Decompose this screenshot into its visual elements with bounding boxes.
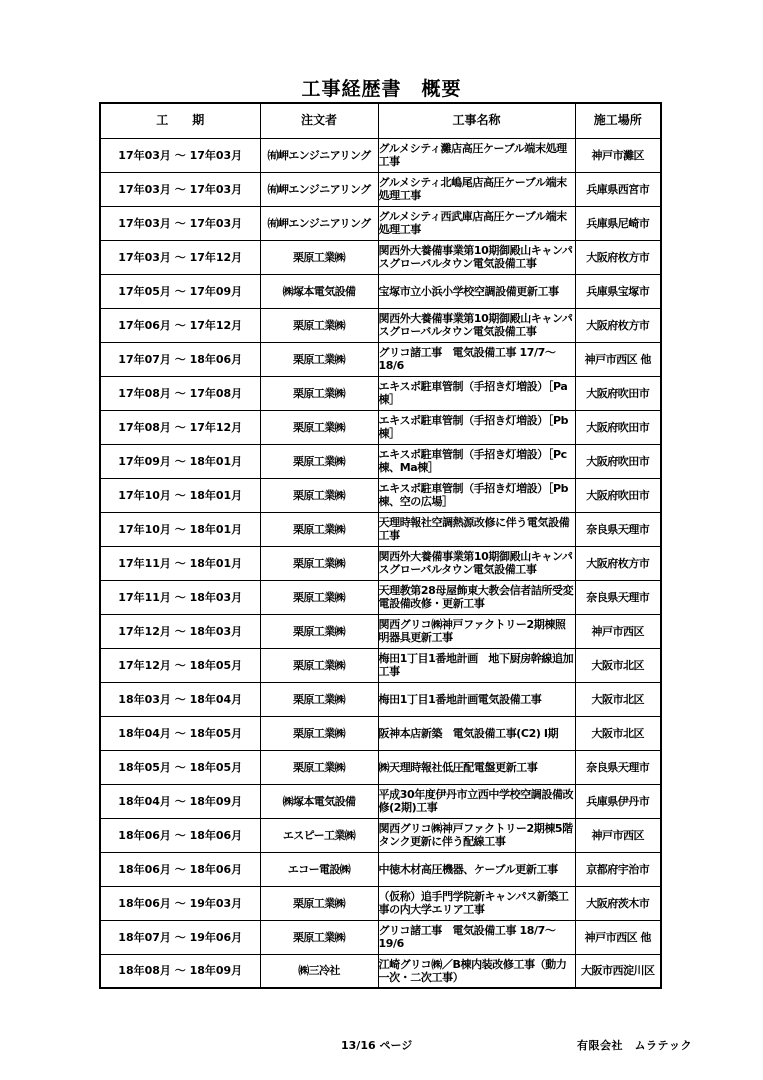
table-header bbox=[100, 103, 661, 138]
company-name: 有限会社 ムラテック bbox=[577, 1039, 692, 1052]
work-name-cell: グルメシティ西武庫店高圧ケーブル端末処理工事 bbox=[378, 206, 575, 240]
work-name-cell: 梅田1丁目1番地計画電気設備工事 bbox=[378, 682, 575, 716]
client-cell: 栗原工業㈱ bbox=[260, 580, 378, 614]
place-cell: 大阪府吹田市 bbox=[575, 478, 661, 512]
period-cell: 17年09月 ～ 18年01月 bbox=[100, 444, 260, 478]
period-cell: 17年08月 ～ 17年08月 bbox=[100, 376, 260, 410]
header-client: 注文者 bbox=[260, 103, 378, 138]
table-row bbox=[100, 206, 661, 240]
period-cell: 17年11月 ～ 18年03月 bbox=[100, 580, 260, 614]
place-cell: 兵庫県西宮市 bbox=[575, 172, 661, 206]
table-row bbox=[100, 172, 661, 206]
period-cell: 18年04月 ～ 18年09月 bbox=[100, 784, 260, 818]
place-cell: 大阪府吹田市 bbox=[575, 444, 661, 478]
place-cell: 兵庫県伊丹市 bbox=[575, 784, 661, 818]
header-place: 施工場所 bbox=[575, 103, 661, 138]
table-row bbox=[100, 818, 661, 852]
work-name-cell: グルメシティ北嶋尾店高圧ケーブル端末処理工事 bbox=[378, 172, 575, 206]
place-cell: 神戸市西区 bbox=[575, 818, 661, 852]
client-cell: 栗原工業㈱ bbox=[260, 648, 378, 682]
work-name-cell: グリコ諸工事 電気設備工事 17/7～18/6 bbox=[378, 342, 575, 376]
table-row bbox=[100, 784, 661, 818]
client-cell: 栗原工業㈱ bbox=[260, 716, 378, 750]
client-cell: 栗原工業㈱ bbox=[260, 478, 378, 512]
table-row bbox=[100, 342, 661, 376]
place-cell: 大阪市北区 bbox=[575, 648, 661, 682]
place-cell: 大阪市北区 bbox=[575, 716, 661, 750]
place-cell: 神戸市西区 他 bbox=[575, 920, 661, 954]
table-row bbox=[100, 274, 661, 308]
client-cell: 栗原工業㈱ bbox=[260, 546, 378, 580]
period-cell: 17年07月 ～ 18年06月 bbox=[100, 342, 260, 376]
place-cell: 兵庫県尼崎市 bbox=[575, 206, 661, 240]
client-cell: 栗原工業㈱ bbox=[260, 682, 378, 716]
work-name-cell: ㈱天理時報社低圧配電盤更新工事 bbox=[378, 750, 575, 784]
work-name-cell: グリコ諸工事 電気設備工事 18/7～19/6 bbox=[378, 920, 575, 954]
period-cell: 17年03月 ～ 17年12月 bbox=[100, 240, 260, 274]
place-cell: 神戸市西区 bbox=[575, 614, 661, 648]
table-row bbox=[100, 478, 661, 512]
place-cell: 奈良県天理市 bbox=[575, 750, 661, 784]
work-name-cell: 関西グリコ㈱神戸ファクトリー2期棟5階タンク更新に伴う配線工事 bbox=[378, 818, 575, 852]
period-cell: 17年10月 ～ 18年01月 bbox=[100, 478, 260, 512]
place-cell: 大阪府茨木市 bbox=[575, 886, 661, 920]
work-name-cell: エキスポ駐車管制（手招き灯増設）［Pb棟、空の広場］ bbox=[378, 478, 575, 512]
table-row bbox=[100, 444, 661, 478]
place-cell: 大阪市北区 bbox=[575, 682, 661, 716]
period-cell: 18年06月 ～ 18年06月 bbox=[100, 852, 260, 886]
work-name-cell: 阪神本店新築 電気設備工事(C2) Ⅰ期 bbox=[378, 716, 575, 750]
table-row bbox=[100, 308, 661, 342]
client-cell: 栗原工業㈱ bbox=[260, 342, 378, 376]
period-cell: 18年06月 ～ 18年06月 bbox=[100, 818, 260, 852]
work-name-cell: 平成30年度伊丹市立西中学校空調設備改修(2期)工事 bbox=[378, 784, 575, 818]
place-cell: 大阪府枚方市 bbox=[575, 546, 661, 580]
period-cell: 17年03月 ～ 17年03月 bbox=[100, 206, 260, 240]
table-row bbox=[100, 138, 661, 172]
table-row bbox=[100, 682, 661, 716]
work-name-cell: 中徳木材高圧機器、ケーブル更新工事 bbox=[378, 852, 575, 886]
table-row bbox=[100, 580, 661, 614]
header-period: 工 期 bbox=[100, 103, 260, 138]
construction-history-table bbox=[99, 102, 662, 989]
period-cell: 17年12月 ～ 18年03月 bbox=[100, 614, 260, 648]
table-row bbox=[100, 920, 661, 954]
table-body bbox=[100, 138, 661, 988]
place-cell: 大阪府吹田市 bbox=[575, 410, 661, 444]
place-cell: 大阪市西淀川区 bbox=[575, 954, 661, 988]
table-row bbox=[100, 376, 661, 410]
place-cell: 京都府宇治市 bbox=[575, 852, 661, 886]
table-row bbox=[100, 546, 661, 580]
work-name-cell: （仮称）追手門学院新キャンパス新築工事の内大学エリア工事 bbox=[378, 886, 575, 920]
client-cell: 栗原工業㈱ bbox=[260, 920, 378, 954]
page-number: 13/16 ページ bbox=[341, 1039, 413, 1052]
table-row bbox=[100, 852, 661, 886]
client-cell: 栗原工業㈱ bbox=[260, 614, 378, 648]
work-name-cell: 天理時報社空調熱源改修に伴う電気設備工事 bbox=[378, 512, 575, 546]
place-cell: 奈良県天理市 bbox=[575, 580, 661, 614]
document-title: 工事経歴書 概要 bbox=[301, 78, 462, 100]
period-cell: 17年10月 ～ 18年01月 bbox=[100, 512, 260, 546]
work-name-cell: 関西グリコ㈱神戸ファクトリー2期棟照明器具更新工事 bbox=[378, 614, 575, 648]
work-name-cell: 関西外大養備事業第10期御殿山キャンパスグローバルタウン電気設備工事 bbox=[378, 308, 575, 342]
period-cell: 18年06月 ～ 19年03月 bbox=[100, 886, 260, 920]
work-name-cell: 関西外大養備事業第10期御殿山キャンパスグローバルタウン電気設備工事 bbox=[378, 546, 575, 580]
work-name-cell: グルメシティ灘店高圧ケーブル端末処理工事 bbox=[378, 138, 575, 172]
client-cell: ㈲岬エンジニアリング bbox=[260, 172, 378, 206]
period-cell: 18年07月 ～ 19年06月 bbox=[100, 920, 260, 954]
work-name-cell: エキスポ駐車管制（手招き灯増設）［Pb棟］ bbox=[378, 410, 575, 444]
client-cell: ㈲岬エンジニアリング bbox=[260, 206, 378, 240]
period-cell: 17年12月 ～ 18年05月 bbox=[100, 648, 260, 682]
header-row bbox=[100, 103, 661, 138]
period-cell: 17年03月 ～ 17年03月 bbox=[100, 138, 260, 172]
client-cell: ㈱塚本電気設備 bbox=[260, 274, 378, 308]
table-row bbox=[100, 240, 661, 274]
place-cell: 神戸市灘区 bbox=[575, 138, 661, 172]
period-cell: 18年03月 ～ 18年04月 bbox=[100, 682, 260, 716]
client-cell: 栗原工業㈱ bbox=[260, 410, 378, 444]
client-cell: 栗原工業㈱ bbox=[260, 308, 378, 342]
table-row bbox=[100, 512, 661, 546]
table-row bbox=[100, 648, 661, 682]
place-cell: 大阪府吹田市 bbox=[575, 376, 661, 410]
work-name-cell: 宝塚市立小浜小学校空調設備更新工事 bbox=[378, 274, 575, 308]
client-cell: 栗原工業㈱ bbox=[260, 886, 378, 920]
place-cell: 兵庫県宝塚市 bbox=[575, 274, 661, 308]
client-cell: 栗原工業㈱ bbox=[260, 376, 378, 410]
period-cell: 17年06月 ～ 17年12月 bbox=[100, 308, 260, 342]
period-cell: 17年05月 ～ 17年09月 bbox=[100, 274, 260, 308]
work-name-cell: 江崎グリコ㈱／B棟内装改修工事（動力一次・二次工事） bbox=[378, 954, 575, 988]
header-work-name: 工事名称 bbox=[378, 103, 575, 138]
period-cell: 17年11月 ～ 18年01月 bbox=[100, 546, 260, 580]
work-name-cell: 天理教第28母屋飾東大教会信者詰所受変電設備改修・更新工事 bbox=[378, 580, 575, 614]
table-row bbox=[100, 750, 661, 784]
client-cell: 栗原工業㈱ bbox=[260, 750, 378, 784]
place-cell: 大阪府枚方市 bbox=[575, 240, 661, 274]
table-row bbox=[100, 614, 661, 648]
period-cell: 18年04月 ～ 18年05月 bbox=[100, 716, 260, 750]
period-cell: 17年08月 ～ 17年12月 bbox=[100, 410, 260, 444]
client-cell: ㈱三冷社 bbox=[260, 954, 378, 988]
client-cell: ㈲岬エンジニアリング bbox=[260, 138, 378, 172]
work-name-cell: エキスポ駐車管制（手招き灯増設）［Pc棟、Ma棟］ bbox=[378, 444, 575, 478]
client-cell: 栗原工業㈱ bbox=[260, 240, 378, 274]
period-cell: 18年05月 ～ 18年05月 bbox=[100, 750, 260, 784]
place-cell: 神戸市西区 他 bbox=[575, 342, 661, 376]
table-row bbox=[100, 886, 661, 920]
period-cell: 17年03月 ～ 17年03月 bbox=[100, 172, 260, 206]
place-cell: 奈良県天理市 bbox=[575, 512, 661, 546]
work-name-cell: エキスポ駐車管制（手招き灯増設）［Pa棟］ bbox=[378, 376, 575, 410]
client-cell: 栗原工業㈱ bbox=[260, 444, 378, 478]
table-row bbox=[100, 954, 661, 988]
client-cell: エスピー工業㈱ bbox=[260, 818, 378, 852]
client-cell: エコー電設㈱ bbox=[260, 852, 378, 886]
work-name-cell: 梅田1丁目1番地計画 地下厨房幹線追加工事 bbox=[378, 648, 575, 682]
table-row bbox=[100, 410, 661, 444]
period-cell: 18年08月 ～ 18年09月 bbox=[100, 954, 260, 988]
table-row bbox=[100, 716, 661, 750]
work-name-cell: 関西外大養備事業第10期御殿山キャンパスグローバルタウン電気設備工事 bbox=[378, 240, 575, 274]
place-cell: 大阪府枚方市 bbox=[575, 308, 661, 342]
client-cell: 栗原工業㈱ bbox=[260, 512, 378, 546]
client-cell: ㈱塚本電気設備 bbox=[260, 784, 378, 818]
